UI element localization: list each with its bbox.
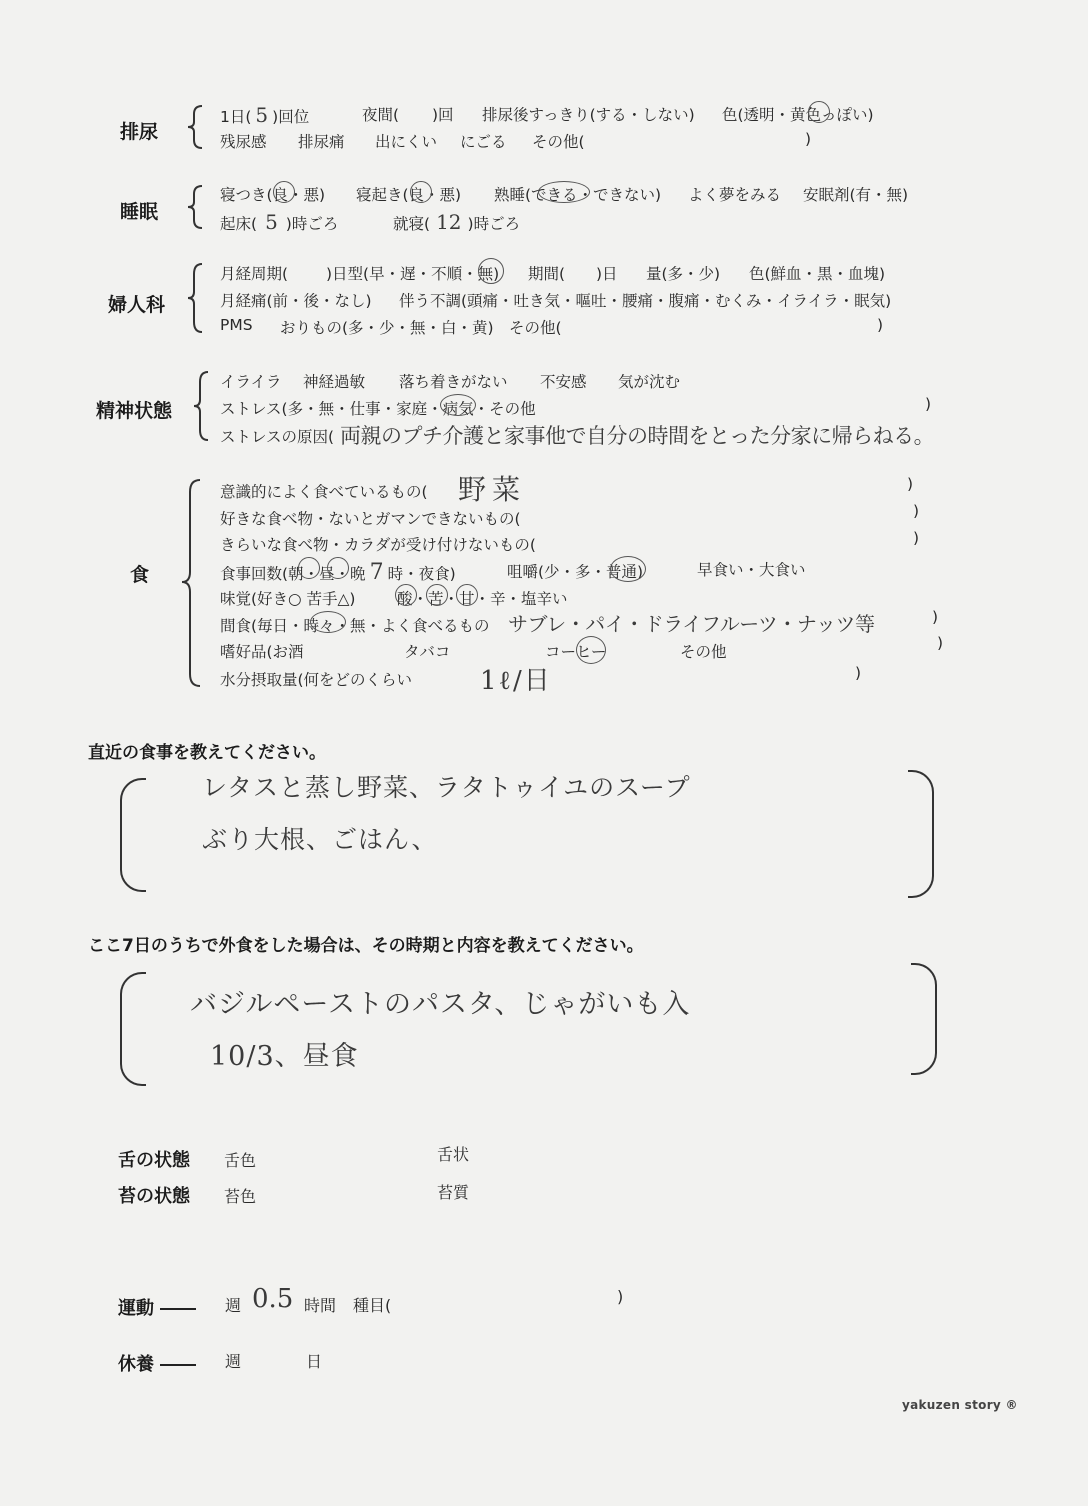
- bed-time-value: 12: [436, 210, 462, 234]
- stress-close: ): [925, 395, 932, 413]
- eat-consciously-value: 野菜: [458, 473, 527, 506]
- close-paren: ): [937, 634, 944, 652]
- brand-footer: yakuzen story ®: [902, 1398, 1018, 1412]
- circle-mark: [310, 611, 346, 633]
- exercise-row: 運動: [118, 1294, 196, 1320]
- favorite-foods: 好きな食べ物・ないとガマンできないもの(: [220, 510, 521, 528]
- gyn-other: その他(: [509, 319, 562, 337]
- residual-urine: 残尿感: [220, 133, 267, 151]
- depression: 気が沈む: [618, 373, 681, 391]
- food-brace: [180, 478, 204, 690]
- stress-level: ストレス(多・無・仕事・家庭・病気・その他: [220, 400, 536, 418]
- exercise-hours-label: 時間: [304, 1296, 337, 1315]
- nervousness: 神経過敏: [303, 373, 366, 391]
- dash: [160, 1308, 196, 1310]
- restlessness: 落ち着きがない: [399, 373, 508, 391]
- circle-mark: [395, 584, 417, 606]
- taste-legend: 味覚(好き○ 苦手△): [220, 590, 356, 608]
- eating-speed: 早食い・大食い: [697, 561, 806, 579]
- meal-count-value: 7: [369, 560, 384, 585]
- exercise-close: ): [617, 1287, 624, 1306]
- dash: [160, 1364, 196, 1366]
- water-intake: 水分摂取量(何をどのくらい: [220, 671, 413, 689]
- meal-count: 食事回数(朝・昼・晩 7 時・夜食): [220, 560, 456, 585]
- urination-other-close: ): [805, 130, 812, 148]
- period-pain: 月経痛(前・後・なし): [220, 292, 372, 310]
- circle-mark: [808, 101, 830, 123]
- eating-out-line2: 10/3、昼食: [210, 1041, 359, 1072]
- rest-row: 休養: [118, 1350, 196, 1376]
- urination-line1: 1日( 5 )回位: [220, 103, 310, 127]
- exercise-hours-value: 0.5: [252, 1284, 294, 1314]
- irritation: イライラ: [220, 373, 282, 391]
- close-paren: ): [932, 608, 939, 626]
- circle-mark: [538, 181, 590, 203]
- rest-day: 日: [306, 1352, 323, 1371]
- circle-mark: [576, 636, 606, 664]
- cloudy-urine: にごる: [460, 133, 507, 151]
- tobacco: タバコ: [404, 643, 451, 661]
- circle-mark: [410, 181, 432, 203]
- eat-consciously: 意識的によく食べているもの(: [220, 483, 428, 501]
- close-paren: ): [913, 502, 920, 520]
- coffee: コーヒー: [545, 643, 607, 661]
- recent-meal-line1: レタスと蒸し野菜、ラタトゥイユのスープ: [202, 773, 691, 802]
- circle-mark: [426, 584, 448, 606]
- eating-out-heading: ここ7日のうちで外食をした場合は、その時期と内容を教えてください。: [88, 936, 644, 956]
- close-paren: ): [913, 529, 920, 547]
- blood-color: 色(鮮血・黒・血塊): [749, 265, 886, 283]
- wake-time-value: 5: [265, 210, 278, 234]
- coating-quality: 苔質: [437, 1183, 470, 1202]
- wake-time: 起床( 5 )時ごろ: [220, 210, 339, 234]
- period-days: )日: [596, 265, 618, 283]
- tongue-title: 舌の状態: [118, 1150, 190, 1171]
- chewing: 咀嚼(少・多・普通): [507, 563, 644, 581]
- night-urination: 夜間(: [362, 106, 400, 124]
- urination-brace: [186, 104, 206, 150]
- urine-color: 色(透明・黄色っぽい): [722, 106, 874, 124]
- eating-out-right-bracket: [911, 963, 937, 1075]
- tongue-color: 舌色: [224, 1151, 257, 1170]
- recent-meal-left-bracket: [120, 778, 146, 892]
- urination-pain: 排尿痛: [298, 133, 345, 151]
- period-length: 期間(: [528, 265, 566, 283]
- taste-options: 酸・苦・甘・辛・塩辛い: [397, 590, 568, 608]
- gyn-title: 婦人科: [108, 294, 166, 316]
- urination-title: 排尿: [120, 121, 159, 143]
- dreams: よく夢をみる: [688, 186, 782, 204]
- alcohol: 嗜好品(お酒: [220, 643, 304, 661]
- close-paren: ): [855, 664, 862, 682]
- gyn-other-close: ): [877, 316, 884, 334]
- coating-color: 苔色: [224, 1187, 257, 1206]
- recent-meal-right-bracket: [908, 770, 934, 898]
- food-title: 食: [130, 564, 150, 586]
- stress-cause-value: 両親のプチ介護と家事他で自分の時間をとった分家に帰らねる。: [340, 424, 935, 448]
- urination-other: その他(: [532, 133, 585, 151]
- difficult-urination: 出にくい: [375, 133, 438, 151]
- after-urination: 排尿後すっきり(する・しない): [482, 106, 695, 124]
- circle-mark: [440, 394, 476, 416]
- coating-title: 苔の状態: [118, 1186, 190, 1207]
- accompanying-symptoms: 伴う不調(頭痛・吐き気・嘔吐・腰痛・腹痛・むくみ・イライラ・眠気): [399, 292, 892, 310]
- circle-mark: [273, 181, 295, 203]
- pms: PMS: [220, 316, 253, 334]
- stress-cause-label: ストレスの原因(: [220, 428, 335, 446]
- snacks: 間食(毎日・時々・無・よく食べるもの: [220, 617, 490, 635]
- close-paren: ): [907, 475, 914, 493]
- disliked-foods: きらいな食べ物・カラダが受け付けないもの(: [220, 536, 536, 554]
- cycle-type: )日型(早・遅・不順・無): [326, 265, 500, 283]
- flow-amount: 量(多・少): [646, 265, 721, 283]
- tongue-shape: 舌状: [437, 1145, 470, 1164]
- night-urination-count: )回: [432, 106, 454, 124]
- urination-count-value: 5: [255, 103, 269, 127]
- circle-mark: [478, 258, 504, 284]
- mental-brace: [192, 370, 212, 442]
- bed-time: 就寝( 12 )時ごろ: [393, 210, 521, 234]
- sleep-title: 睡眠: [120, 201, 159, 223]
- anxiety: 不安感: [540, 373, 587, 391]
- snacks-value: サブレ・パイ・ドライフルーツ・ナッツ等: [508, 612, 875, 636]
- circle-mark: [610, 556, 646, 582]
- eating-out-left-bracket: [120, 972, 146, 1086]
- deep-sleep: 熟睡(できる・できない): [494, 186, 662, 204]
- recent-meal-line2: ぶり大根、ごはん、: [202, 825, 438, 854]
- circle-mark: [456, 584, 478, 606]
- mental-title: 精神状態: [96, 400, 173, 422]
- circle-mark: [327, 557, 349, 579]
- sleep-brace: [186, 184, 206, 230]
- wake-feeling: 寝起き(良・悪): [356, 186, 462, 204]
- gyn-brace: [186, 262, 206, 334]
- exercise-kind: 種目(: [353, 1296, 392, 1315]
- preference-other: その他: [680, 643, 727, 661]
- water-intake-value: 1ℓ/日: [480, 666, 552, 696]
- eating-out-line1: バジルペーストのパスタ、じゃがいも入: [190, 989, 691, 1020]
- rest-week: 週: [225, 1352, 242, 1371]
- sleep-onset: 寝つき(良・悪): [220, 186, 326, 204]
- discharge: おりもの(多・少・無・白・黄): [280, 319, 494, 337]
- cycle: 月経周期(: [220, 265, 289, 283]
- circle-mark: [298, 557, 320, 579]
- sleeping-pills: 安眠剤(有・無): [803, 186, 909, 204]
- recent-meal-heading: 直近の食事を教えてください。: [88, 743, 326, 763]
- exercise-week: 週: [225, 1296, 242, 1315]
